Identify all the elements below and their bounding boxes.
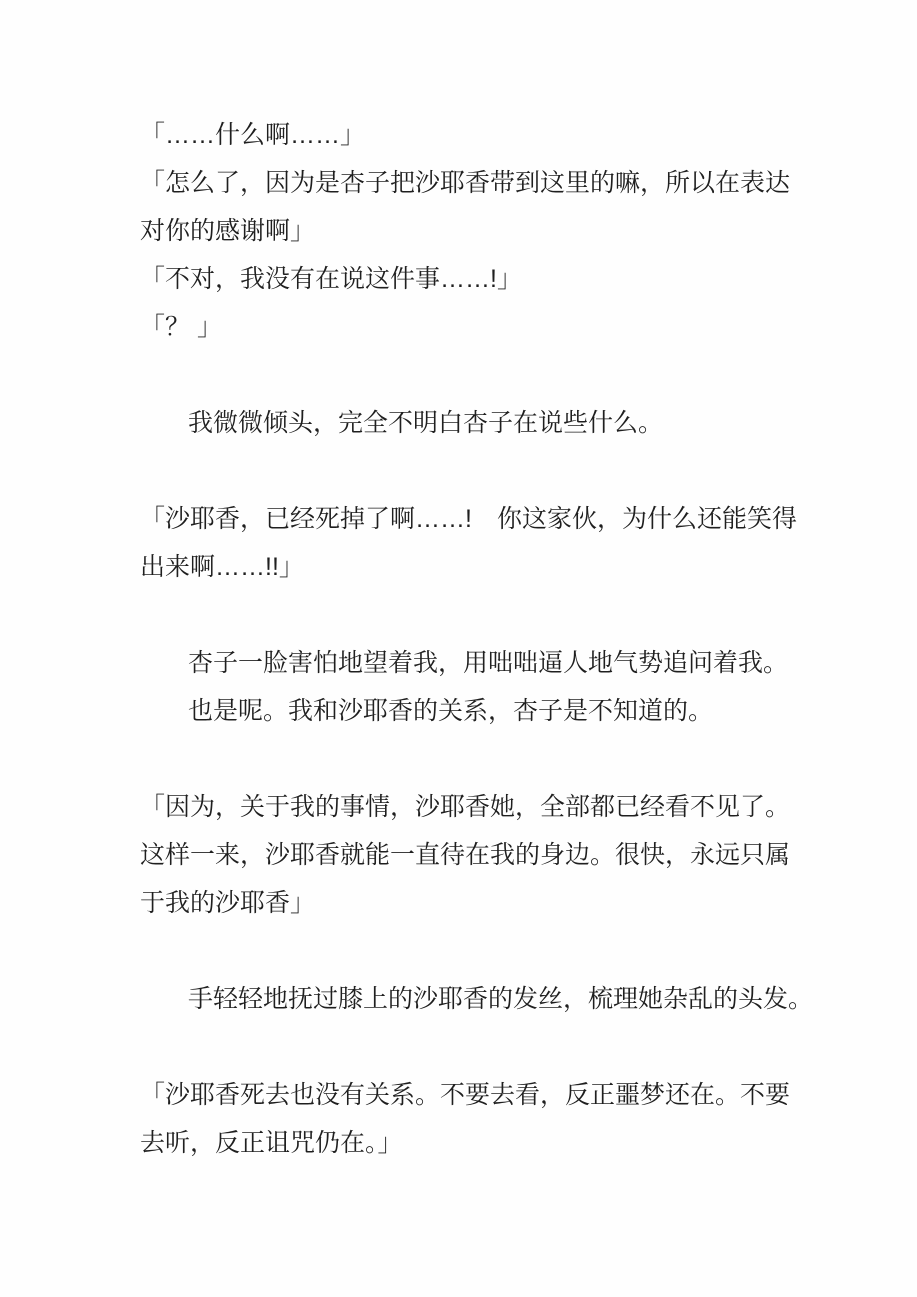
narration-paragraph — [140, 399, 840, 447]
text-line: 「……什么啊……」 — [140, 121, 366, 149]
text-line: 「？ 」 — [140, 313, 222, 341]
text-line: 「沙耶香死去也没有关系。不要去看，反正噩梦还在。不要 — [140, 1081, 791, 1109]
text-line: 手轻轻地抚过膝上的沙耶香的发丝，梳理她杂乱的头发。 — [188, 985, 814, 1013]
text-line: 「怎么了，因为是杏子把沙耶香带到这里的嘛，所以在表达 — [140, 169, 791, 197]
dialogue-paragraph — [140, 303, 840, 351]
text-line: 「因为，关于我的事情，沙耶香她，全部都已经看不见了。 — [140, 793, 791, 821]
dialogue-paragraph — [140, 111, 840, 159]
text-line: 「不对，我没有在说这件事……!」 — [140, 265, 522, 293]
text-line: 杏子一脸害怕地望着我，用咄咄逼人地气势追问着我。 — [188, 649, 789, 677]
text-line: 对你的感谢啊」 — [140, 217, 316, 245]
text-line: 「沙耶香，已经死掉了啊……! 你这家伙，为什么还能笑得 — [140, 505, 797, 533]
dialogue-paragraph — [140, 255, 840, 303]
dialogue-paragraph — [140, 1071, 840, 1167]
narration-paragraph — [140, 975, 840, 1023]
text-line: 出来啊……!!」 — [140, 553, 304, 581]
text-line: 这样一来，沙耶香就能一直待在我的身边。很快，永远只属 — [140, 841, 791, 869]
novel-text — [140, 111, 840, 1167]
narration-paragraph — [140, 639, 840, 687]
text-line: 也是呢。我和沙耶香的关系，杏子是不知道的。 — [188, 697, 714, 725]
dialogue-paragraph — [140, 783, 840, 927]
text-line: 我微微倾头，完全不明白杏子在说些什么。 — [188, 409, 664, 437]
dialogue-paragraph — [140, 495, 840, 591]
text-line: 去听，反正诅咒仍在。」 — [140, 1129, 403, 1157]
dialogue-paragraph — [140, 159, 840, 255]
text-line: 于我的沙耶香」 — [140, 889, 316, 917]
narration-paragraph — [140, 687, 840, 735]
